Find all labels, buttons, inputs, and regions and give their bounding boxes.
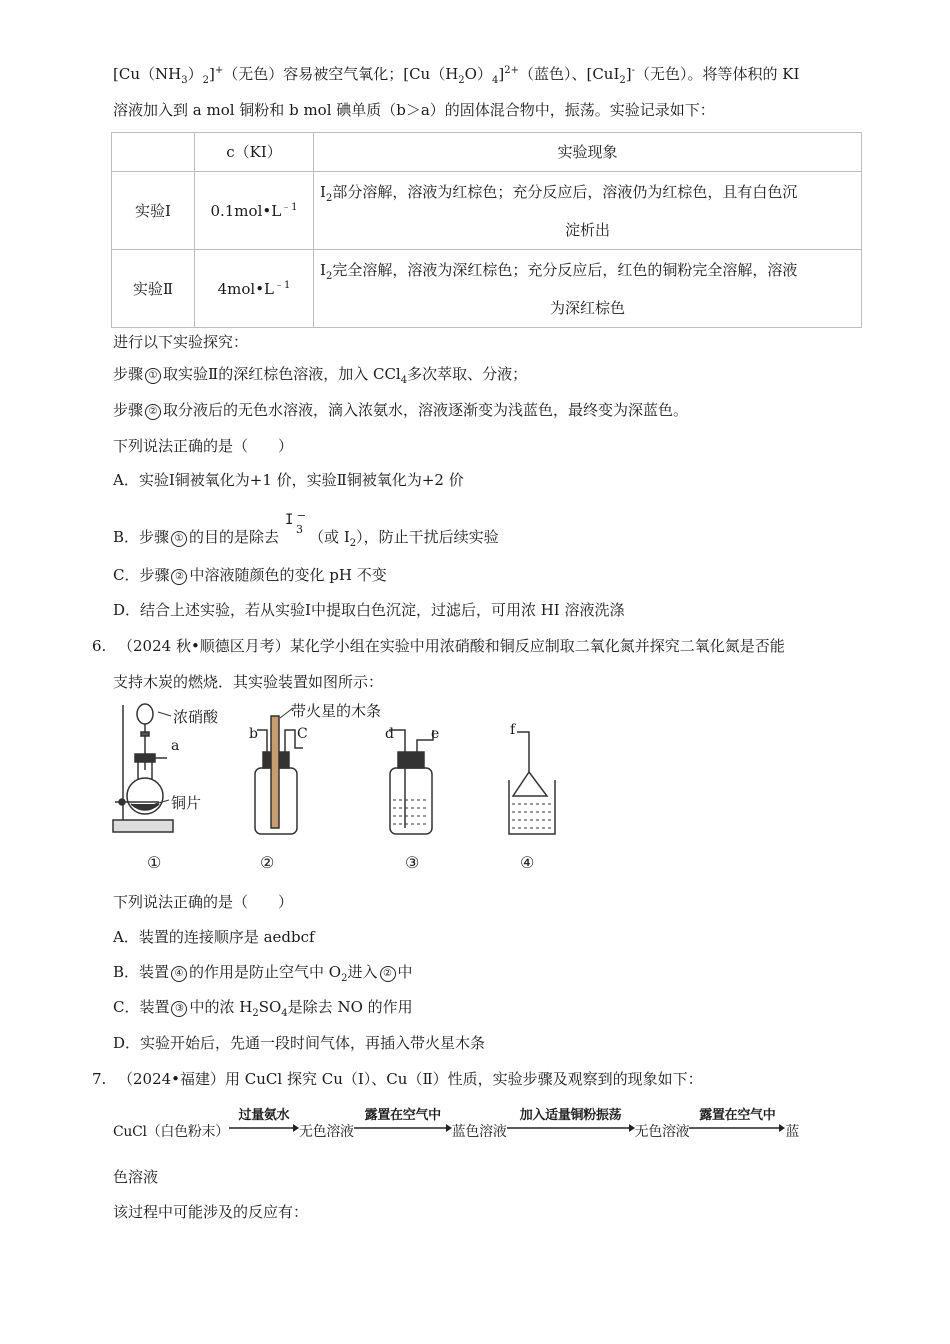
inverted-funnel <box>513 772 547 796</box>
option-5d: D．结合上述实验，若从实验Ⅰ中提取白色沉淀，过滤后，可用浓 HI 溶液洗涤 <box>113 601 625 619</box>
ki-concentration: $0.1mol•L^{﹣1}$ <box>195 172 314 250</box>
flow-arrow-1: 过量氨水 <box>229 1118 299 1138</box>
step-2: 步骤 ② 取分液后的无色水溶液，滴入浓氨水，溶液逐渐变为浅蓝色，最终变为深蓝色。 <box>113 401 689 419</box>
question-7-number: 7. <box>92 1070 107 1088</box>
table-header-cell: 实验现象 <box>314 133 862 172</box>
dropping-funnel <box>137 704 153 724</box>
beaker-liquid <box>512 804 552 828</box>
tube-b <box>257 730 267 752</box>
glowing-splint <box>271 716 279 828</box>
table-row <box>112 250 862 328</box>
table-header-row <box>112 133 862 172</box>
label-conc-nitric-acid: 浓硝酸 <box>173 708 219 726</box>
flow-arrow-4: 露置在空气中 <box>689 1118 785 1138</box>
caption-3: ③ <box>405 853 420 872</box>
table-row <box>112 172 862 250</box>
port-e-label: e <box>431 726 440 742</box>
option-5c: C．步骤 ② 中溶液随颜色的变化 pH 不变 <box>113 566 387 584</box>
liquid-in-flask <box>131 804 159 810</box>
phenomenon: $I_2$完全溶解，溶液为深红棕色；充分反应后，红色的铜粉完全溶解，溶液 为深红棕色 <box>314 250 862 328</box>
option-5b: B．步骤 ① 的目的是除去 I − 3 （或 $I_2$），防止干扰后续实验 <box>113 509 499 549</box>
bottle-3-stopper <box>398 752 424 768</box>
stand-base <box>113 820 173 832</box>
label-glowing-splint: 带火星的木条 <box>291 702 382 720</box>
flow-arrow-3: 加入适量铜粉振荡 <box>507 1118 635 1138</box>
port-a-label: a <box>171 738 180 754</box>
option-6b: B．装置 ④ 的作用是防止空气中 $O_2$进入 ② 中 <box>113 963 413 984</box>
question-6-prompt: 下列说法正确的是（ ） <box>113 893 294 911</box>
flask-stopper <box>135 754 155 762</box>
question-6-line-2: 支持木炭的燃烧．其实验装置如图所示： <box>113 673 384 691</box>
tube-f <box>517 732 529 772</box>
experiment-name: 实验Ⅰ <box>112 172 195 250</box>
intro-line-2: 溶液加入到 a mol 铜粉和 b mol 碘单质（b＞a）的固体混合物中，振荡。实验记录如下： <box>113 101 715 119</box>
option-5a: A．实验Ⅰ铜被氧化为+1 价，实验Ⅱ铜被氧化为+2 价 <box>113 471 464 489</box>
table-header-cell: c（KI） <box>195 133 314 172</box>
funnel-stopcock <box>141 732 149 736</box>
flow-arrow-2: 露置在空气中 <box>354 1118 452 1138</box>
option-6a: A．装置的连接顺序是 aedbcf <box>113 928 315 946</box>
caption-2: ② <box>260 853 275 872</box>
intro-line-1: $[Cu(NH_3)_2]^+$（无色）容易被空气氧化；$[Cu(H_2O)_4]^{2+}$（蓝色）、[CuI$_2$]-（无色）。将等体积的 KI <box>113 65 800 86</box>
question-7-prompt: 该过程中可能涉及的反应有： <box>113 1203 309 1221</box>
acid-pointer <box>158 712 171 716</box>
port-d-label: d <box>385 726 394 742</box>
explore-title: 进行以下实验探究： <box>113 333 249 351</box>
table-header-cell <box>112 133 195 172</box>
phenomenon: $I_2$部分溶解，溶液为红棕色；充分反应后，溶液仍为红棕色，且有白色沉 淀析出 <box>314 172 862 250</box>
reaction-flow: CuCl（白色粉末） 过量氨水 无色溶液 露置在空气中 蓝色溶液 加入适量铜粉振荡 无色溶液 露置在空气中 蓝 <box>113 1108 800 1140</box>
experiment-name: 实验Ⅱ <box>112 250 195 328</box>
flow-continuation: 色溶液 <box>113 1168 159 1186</box>
question-5-prompt: 下列说法正确的是（ ） <box>113 437 294 455</box>
port-f-label: f <box>510 722 516 738</box>
port-c-label: C <box>297 726 308 742</box>
option-6c: C．装置 ③ 中的浓 $H_2SO_4$是除去 NO 的作用 <box>113 998 413 1019</box>
label-copper: 铜片 <box>171 794 202 812</box>
question-7-line-1: （2024•福建）用 CuCl 探究 Cu（Ⅰ）、Cu（Ⅱ）性质，实验步骤及观察到的现象如下： <box>118 1070 703 1088</box>
apparatus-figure <box>105 700 575 880</box>
question-6-line-1: （2024 秋•顺德区月考）某化学小组在实验中用浓硝酸和铜反应制取二氧化氮并探究二氧化氮是否能 <box>118 637 785 655</box>
beaker <box>509 780 555 834</box>
question-6-number: 6. <box>92 637 107 655</box>
bottle-3-liquid <box>393 800 429 824</box>
option-6d: D．实验开始后，先通一段时间气体，再插入带火星木条 <box>113 1034 486 1052</box>
caption-4: ④ <box>520 853 535 872</box>
port-b-label: b <box>249 726 258 742</box>
ki-concentration: $4mol•L^{﹣1}$ <box>195 250 314 328</box>
experiment-table <box>111 132 862 328</box>
triiodide-ion: I − 3 <box>285 509 307 536</box>
clamp-knob <box>119 799 125 805</box>
caption-1: ① <box>147 853 162 872</box>
step-1: 步骤 ① 取实验Ⅱ的深红棕色溶液，加入 CCl$_4$多次萃取、分液； <box>113 365 528 386</box>
